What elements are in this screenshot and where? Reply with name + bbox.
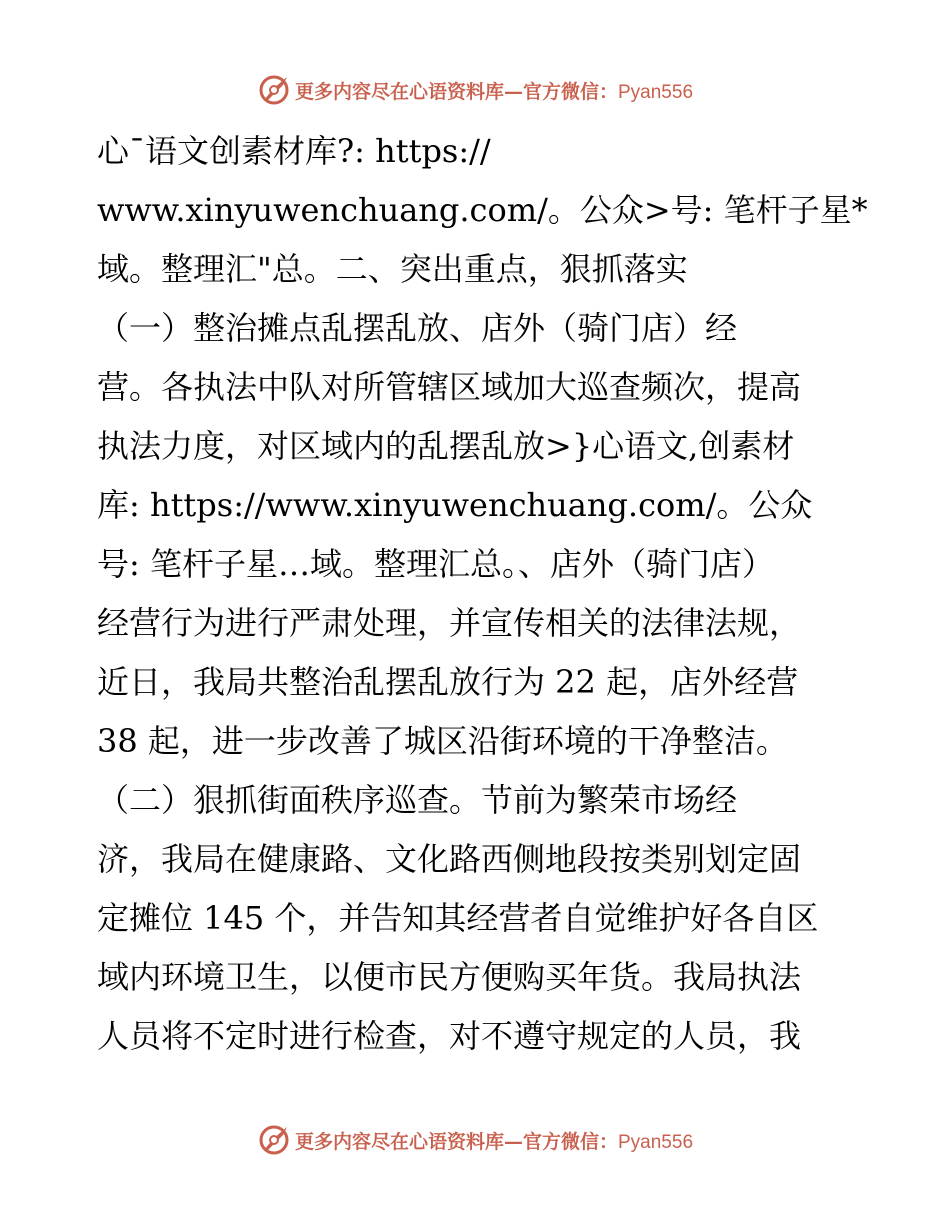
text-line: www.xinyuwenchuang.com/。公众>号: 笔杆子星*: [97, 191, 868, 229]
watermark-text: 更多内容尽在心语资料库—官方微信：Pyan556: [294, 1130, 694, 1153]
text-line: 济，我局在健康路、文化路西侧地段按类别划定固: [97, 840, 802, 878]
text-line: 38 起，进一步改善了城区沿街环境的干净整洁。: [97, 722, 788, 760]
header-watermark: [0, 70, 950, 110]
text-line: 定摊位 145 个，并告知其经营者自觉维护好各自区: [97, 899, 819, 937]
document-body: [97, 122, 868, 1066]
footer-watermark: [0, 1120, 950, 1160]
text-line: （二）狠抓街面秩序巡查。节前为繁荣市场经: [97, 781, 738, 819]
brush-logo-icon: [257, 1123, 291, 1157]
text-line: （一）整治摊点乱摆乱放、店外（骑门店）经: [97, 309, 738, 347]
text-line: 心¯语文创素材库?: https://: [97, 132, 491, 170]
text-line: 执法力度，对区域内的乱摆乱放>}心语文,创素材: [97, 427, 795, 465]
text-line: 号: 笔杆子星…域。整理汇总。、店外（骑门店）: [97, 545, 774, 583]
text-line: 营。各执法中队对所管辖区域加大巡查频次，提高: [97, 368, 802, 406]
watermark-text: 更多内容尽在心语资料库—官方微信：Pyan556: [294, 80, 694, 103]
text-line: 人员将不定时进行检查，对不遵守规定的人员，我: [97, 1017, 802, 1055]
text-line: 近日，我局共整治乱摆乱放行为 22 起，店外经营: [97, 663, 799, 701]
brush-logo-icon: [257, 73, 291, 107]
text-line: 经营行为进行严肃处理，并宣传相关的法律法规，: [97, 604, 802, 642]
text-line: 域内环境卫生，以便市民方便购买年货。我局执法: [97, 958, 802, 996]
text-line: 域。整理汇"总。二、突出重点，狠抓落实: [97, 250, 688, 288]
text-line: 库: https://www.xinyuwenchuang.com/。公众: [97, 486, 813, 524]
